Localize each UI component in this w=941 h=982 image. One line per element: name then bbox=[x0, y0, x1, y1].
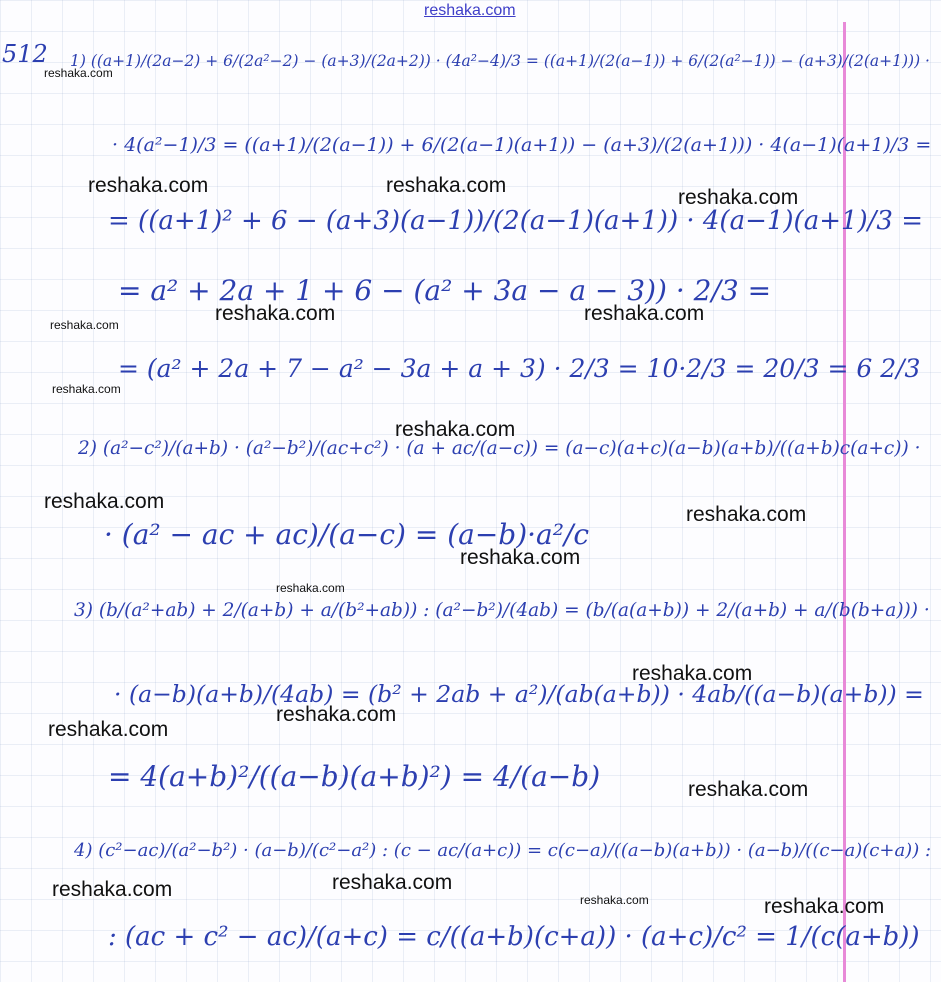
watermark: reshaka.com bbox=[632, 662, 753, 685]
step-p4-line1: 4) (c²−ac)/(a²−b²) · (a−b)/(c²−a²) : (c − ac/(a+c)) = c(c−a)/((a−b)(a+b)) · (a−b)/((c−a)(c+a)) : bbox=[74, 840, 932, 861]
watermark: reshaka.com bbox=[332, 871, 453, 894]
watermark: reshaka.com bbox=[395, 418, 516, 441]
watermark: reshaka.com bbox=[276, 581, 345, 595]
step-p2-line2: · (a² − ac + ac)/(a−c) = (a−b)·a²/c bbox=[104, 518, 590, 551]
step-p1-line5: = (a² + 2a + 7 − a² − 3a + a + 3) · 2/3 = 10·2/3 = 20/3 = 6 2/3 bbox=[118, 354, 921, 383]
margin-line bbox=[843, 22, 846, 982]
step-p4-line2: : (ac + c² − ac)/(a+c) = c/((a+b)(c+a)) · (a+c)/c² = 1/(c(a+b)) bbox=[108, 922, 920, 952]
watermark: reshaka.com bbox=[88, 174, 209, 197]
step-p1-line1: 1) ((a+1)/(2a−2) + 6/(2a²−2) − (a+3)/(2a+2)) · (4a²−4)/3 = ((a+1)/(2(a−1)) + 6/(2(a²−1)) − (a+3)/(2(a+1))) · bbox=[70, 52, 930, 70]
watermark: reshaka.com bbox=[686, 503, 807, 526]
watermark: reshaka.com bbox=[48, 718, 169, 741]
watermark: reshaka.com bbox=[580, 893, 649, 907]
step-p3-line1: 3) (b/(a²+ab) + 2/(a+b) + a/(b²+ab)) : (a²−b²)/(4ab) = (b/(a(a+b)) + 2/(a+b) + a/(b(b+a))) · bbox=[74, 600, 930, 621]
step-p2-line1: 2) (a²−c²)/(a+b) · (a²−b²)/(ac+c²) · (a + ac/(a−c)) = (a−c)(a+c)(a−b)(a+b)/((a+b)c(a+c)) · bbox=[78, 438, 921, 459]
step-p3-line3: = 4(a+b)²/((a−b)(a+b)²) = 4/(a−b) bbox=[108, 760, 601, 793]
watermark: reshaka.com bbox=[52, 382, 121, 396]
watermark: reshaka.com bbox=[386, 174, 507, 197]
watermark: reshaka.com bbox=[52, 878, 173, 901]
watermark: reshaka.com bbox=[44, 490, 165, 513]
step-p1-line2: · 4(a²−1)/3 = ((a+1)/(2(a−1)) + 6/(2(a−1)(a+1)) − (a+3)/(2(a+1))) · 4(a−1)(a+1)/3 = bbox=[112, 134, 932, 156]
watermark: reshaka.com bbox=[44, 66, 113, 80]
watermark: reshaka.com bbox=[276, 703, 397, 726]
watermark: reshaka.com bbox=[678, 186, 799, 209]
problem-number: 512 bbox=[2, 40, 48, 68]
watermark: reshaka.com bbox=[688, 778, 809, 801]
watermark: reshaka.com bbox=[50, 318, 119, 332]
watermark: reshaka.com bbox=[460, 546, 581, 569]
watermark-top[interactable]: reshaka.com bbox=[424, 2, 516, 19]
step-p1-line4: = a² + 2a + 1 + 6 − (a² + 3a − a − 3)) · 2/3 = bbox=[118, 274, 772, 307]
watermark: reshaka.com bbox=[764, 895, 885, 918]
watermark: reshaka.com bbox=[215, 302, 336, 325]
watermark: reshaka.com bbox=[584, 302, 705, 325]
step-p1-line3: = ((a+1)² + 6 − (a+3)(a−1))/(2(a−1)(a+1)) · 4(a−1)(a+1)/3 = bbox=[108, 206, 924, 236]
step-p3-line2: · (a−b)(a+b)/(4ab) = (b² + 2ab + a²)/(ab(a+b)) · 4ab/((a−b)(a+b)) = bbox=[114, 680, 924, 708]
